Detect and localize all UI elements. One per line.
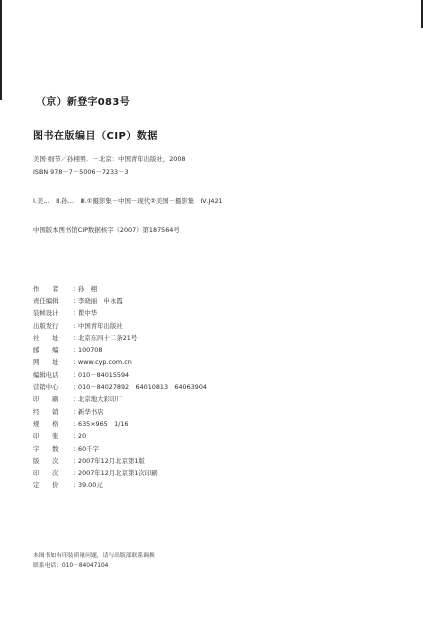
credit-colon: ： — [73, 346, 80, 355]
credit-value: 北京地大彩印厂 — [78, 395, 123, 404]
credit-label: 网 址 — [33, 358, 59, 367]
cip-approval-line: 中国版本图书馆CIP数据核字（2007）第187564号 — [33, 226, 180, 234]
credit-colon: ： — [73, 469, 80, 478]
credit-colon: ： — [73, 333, 80, 342]
credit-label: 编辑电话 — [33, 370, 59, 379]
credits-list — [33, 282, 333, 491]
credit-label: 邮 编 — [33, 346, 59, 355]
credit-colon: ： — [73, 419, 80, 428]
credit-label: 印 刷 — [33, 395, 59, 404]
credit-label: 版 次 — [33, 456, 59, 465]
credit-row — [33, 307, 333, 319]
credit-colon: ： — [73, 481, 80, 490]
credit-value: 100708 — [78, 345, 103, 354]
credit-colon: ： — [73, 296, 80, 305]
credit-value: 北京东四十二条21号 — [78, 333, 138, 342]
credit-value: 2007年12月北京第1版 — [78, 456, 145, 465]
credit-value: 39.00元 — [78, 481, 103, 490]
credit-row — [33, 356, 333, 368]
credit-value: 010－84027892 64010813 64063904 — [78, 383, 207, 392]
credit-label: 字 数 — [33, 444, 59, 453]
credit-colon: ： — [73, 284, 80, 293]
credit-value: 635×965 1/16 — [78, 419, 129, 428]
credit-row — [33, 479, 333, 491]
credit-row — [33, 393, 333, 405]
contact-phone: 联系电话：010－84047104 — [33, 563, 109, 569]
credit-colon: ： — [73, 444, 80, 453]
credit-row — [33, 331, 333, 343]
credit-value: 新华书店 — [78, 407, 104, 416]
credit-row — [33, 442, 333, 454]
credit-label: 营销中心 — [33, 383, 59, 392]
credit-label: 印 张 — [33, 432, 59, 441]
credit-label: 作 者 — [33, 284, 59, 293]
credit-row — [33, 343, 333, 355]
credit-value: 20 — [78, 431, 87, 440]
credit-label: 规 格 — [33, 419, 59, 428]
quality-notice-text: 本图书如有印装质量问题，请与出版部联系调换 — [33, 553, 155, 559]
credit-row — [33, 368, 333, 380]
credit-row — [33, 282, 333, 294]
credit-colon: ： — [73, 407, 80, 416]
credit-label: 定 价 — [33, 481, 59, 490]
credit-label: 社 址 — [33, 333, 59, 342]
credit-colon: ： — [73, 395, 80, 404]
cip-classification-line: Ⅰ.美… Ⅱ.孙… Ⅲ.①摄影集－中国－现代②美国－摄影集 Ⅳ.J421 — [33, 197, 223, 205]
cip-isbn-line: ISBN 978－7－5006－7233－3 — [33, 168, 129, 176]
credit-label: 责任编辑 — [33, 296, 59, 305]
scan-edge-left — [0, 0, 2, 100]
cip-heading: 图书在版编目（CIP）数据 — [33, 131, 158, 142]
credit-colon: ： — [73, 370, 80, 379]
credit-value: 李晓丽 申永霞 — [78, 296, 123, 305]
credit-label: 出版发行 — [33, 321, 59, 330]
credit-row — [33, 380, 333, 392]
credit-colon: ： — [73, 321, 80, 330]
registration-number: （京）新登字083号 — [36, 97, 130, 108]
credit-row — [33, 417, 333, 429]
credit-colon: ： — [73, 383, 80, 392]
credit-colon: ： — [73, 358, 80, 367]
credit-value: 60千字 — [78, 444, 99, 453]
credit-value: 孙 栩 — [78, 284, 98, 293]
credit-row — [33, 466, 333, 478]
credit-value: 010－84015594 — [78, 370, 130, 379]
credit-row — [33, 430, 333, 442]
credit-row — [33, 405, 333, 417]
credit-colon: ： — [73, 309, 80, 318]
credit-colon: ： — [73, 456, 80, 465]
cip-catalog-line: 美国·细节／孙栩男．－北京：中国青年出版社，2008 — [33, 155, 186, 163]
credit-value: 瞿中华 — [78, 309, 98, 318]
credit-value: 2007年12月北京第1次印刷 — [78, 469, 158, 478]
credit-row — [33, 294, 333, 306]
credit-value: 中国青年出版社 — [78, 321, 123, 330]
credit-label: 经 销 — [33, 407, 59, 416]
credit-label: 装帧设计 — [33, 309, 59, 318]
quality-notice — [33, 551, 155, 571]
credit-row — [33, 319, 333, 331]
credit-label: 印 次 — [33, 469, 59, 478]
credit-colon: ： — [73, 432, 80, 441]
credit-value: www.cyp.com.cn — [78, 357, 132, 366]
credit-row — [33, 454, 333, 466]
